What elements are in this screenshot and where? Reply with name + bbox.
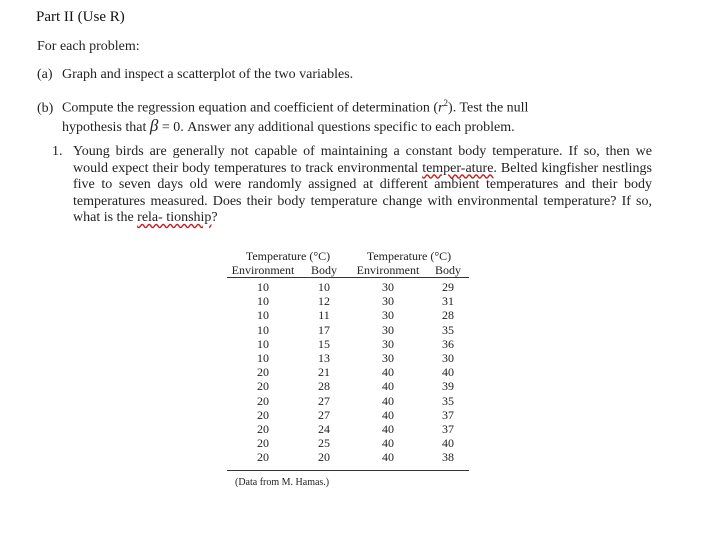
column-header: Body	[427, 263, 469, 278]
column-header: Body	[299, 263, 349, 278]
table-cell: 28	[442, 308, 454, 323]
table-cell: 30	[382, 351, 394, 366]
table-cell: 38	[442, 450, 454, 465]
group-header-left: Temperature (°C)	[245, 249, 331, 263]
r-exponent: 2	[443, 98, 449, 108]
table-cell: 10	[257, 351, 269, 366]
table-cell: 40	[382, 379, 394, 394]
page-title: Part II (Use R)	[36, 9, 125, 25]
table-cell: 39	[442, 379, 454, 394]
table-cell: 40	[382, 393, 394, 408]
problem-text-1: Young birds are generally not capable of maintaining a constant body temperature. If so, then we would expect their body temperatures to track environmental	[73, 144, 652, 176]
table-cell: 20	[257, 379, 269, 394]
item-b-line1-pre: Compute the regression equation and coefficient of determination (	[62, 100, 439, 116]
item-b-line1-post: ). Test the null	[448, 100, 529, 116]
table-cell: 40	[382, 407, 394, 422]
problem-text	[73, 144, 652, 227]
problem-text-2: . Belted kingfisher nestlings five to seven days old were randomly assigned at different ambient temperatures and their body temperatures measured. Does their body temperature change with environmental temperature? If so, what is the	[73, 160, 652, 225]
item-a-label: (a)	[37, 67, 53, 82]
table-cell: 10	[257, 294, 269, 309]
table-cell: 20	[257, 365, 269, 380]
table-row	[227, 294, 469, 308]
table-row	[227, 351, 469, 365]
table-cell: 10	[257, 322, 269, 337]
column-header: Environment	[349, 263, 427, 278]
table-row	[227, 278, 469, 295]
group-header-right: Temperature (°C)	[366, 249, 452, 263]
table-cell: 30	[382, 294, 394, 309]
table-row	[227, 379, 469, 393]
table-cell: 37	[442, 422, 454, 437]
r-symbol: r	[438, 100, 444, 116]
problem-number: 1.	[52, 144, 63, 159]
table-row	[227, 450, 469, 470]
table-cell: 29	[442, 280, 454, 294]
problem-1	[52, 144, 652, 227]
table-cell: 10	[257, 336, 269, 351]
table-row	[227, 308, 469, 322]
table-cell: 35	[442, 322, 454, 337]
table-cell: 40	[382, 450, 394, 465]
table-cell: 10	[318, 280, 330, 294]
data-table	[227, 250, 469, 471]
table-cell: 24	[318, 422, 330, 437]
table-cell: 40	[382, 422, 394, 437]
table-cell: 10	[257, 308, 269, 323]
table-cell: 21	[318, 365, 330, 380]
table-cell: 30	[382, 308, 394, 323]
table-cell: 40	[442, 365, 454, 380]
table-cell: 37	[442, 407, 454, 422]
table-cell: 10	[257, 280, 269, 294]
table-cell: 11	[318, 308, 330, 323]
table-cell: 40	[382, 365, 394, 380]
table-cell: 30	[382, 336, 394, 351]
table-cell: 30	[442, 351, 454, 366]
table-cell: 36	[442, 336, 454, 351]
item-b-line2-pre: hypothesis that	[62, 119, 150, 135]
table-cell: 35	[442, 393, 454, 408]
table-cell: 17	[318, 322, 330, 337]
table-row	[227, 323, 469, 337]
item-b	[37, 95, 528, 136]
table-cell: 20	[318, 450, 330, 465]
item-b-label: (b)	[37, 100, 54, 116]
table-cell: 31	[442, 294, 454, 309]
spell-flag-word: rela- tionship	[137, 210, 212, 225]
table-cell: 13	[318, 351, 330, 366]
intro-text: For each problem:	[37, 39, 140, 54]
table-cell: 20	[257, 422, 269, 437]
table-cell: 20	[257, 407, 269, 422]
beta-symbol: β	[149, 115, 159, 135]
table-cell: 25	[318, 436, 330, 451]
table-cell: 12	[318, 294, 330, 309]
table-cell: 40	[442, 436, 454, 451]
table-cell: 30	[382, 322, 394, 337]
table-row	[227, 422, 469, 436]
table-row	[227, 408, 469, 422]
table-row	[227, 365, 469, 379]
table-cell: 40	[382, 436, 394, 451]
item-b-line2-post: = 0. Answer any additional questions specific to each problem.	[158, 119, 515, 135]
spell-flag-word: temper-ature	[422, 160, 494, 176]
table-cell: 30	[382, 280, 394, 294]
table-cell: 28	[318, 379, 330, 394]
table-cell: 20	[257, 393, 269, 408]
table-row	[227, 337, 469, 351]
table-row	[227, 394, 469, 408]
table-cell: 20	[257, 450, 269, 465]
item-a	[37, 67, 353, 83]
problem-text-3: ?	[211, 210, 218, 225]
table-cell: 15	[318, 336, 330, 351]
table-cell: 27	[318, 407, 330, 422]
table-cell: 20	[257, 436, 269, 451]
table-cell: 27	[318, 393, 330, 408]
table-row	[227, 436, 469, 450]
table-source-note: (Data from M. Hamas.)	[235, 477, 330, 488]
column-header: Environment	[227, 263, 299, 278]
item-a-text: Graph and inspect a scatterplot of the two variables.	[62, 67, 354, 82]
